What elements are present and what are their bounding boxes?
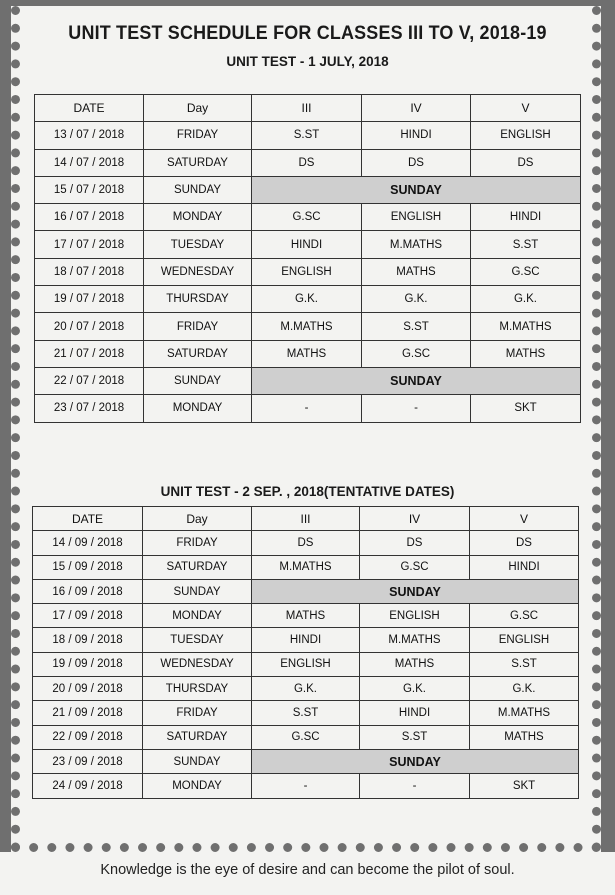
- date-cell: 15 / 07 / 2018: [35, 176, 144, 203]
- class-v-subject: G.K.: [470, 677, 579, 701]
- class-iii-subject: S.ST: [252, 701, 360, 725]
- table-row: [33, 701, 579, 725]
- day-cell: FRIDAY: [144, 313, 252, 340]
- unit-test-2-table: [32, 506, 579, 799]
- table-row: [35, 313, 581, 340]
- day-cell: MONDAY: [144, 204, 252, 231]
- class-iii-subject: MATHS: [252, 604, 360, 628]
- class-iv-subject: DS: [362, 149, 471, 176]
- class-iii-subject: M.MATHS: [252, 313, 362, 340]
- class-v-subject: SKT: [470, 774, 579, 798]
- class-v-subject: MATHS: [470, 725, 579, 749]
- table-row: [35, 122, 581, 149]
- table-row: [35, 395, 581, 422]
- table-row: [33, 677, 579, 701]
- table-row: [35, 204, 581, 231]
- class-iii-subject: G.SC: [252, 204, 362, 231]
- header-class-v: V: [470, 507, 579, 531]
- day-cell: SATURDAY: [143, 725, 252, 749]
- table-row: [33, 579, 579, 603]
- class-iii-subject: M.MATHS: [252, 555, 360, 579]
- date-cell: 20 / 09 / 2018: [33, 677, 143, 701]
- class-v-subject: HINDI: [470, 555, 579, 579]
- day-cell: SATURDAY: [144, 149, 252, 176]
- date-cell: 21 / 07 / 2018: [35, 340, 144, 367]
- class-iii-subject: G.SC: [252, 725, 360, 749]
- date-cell: 16 / 07 / 2018: [35, 204, 144, 231]
- day-cell: SUNDAY: [144, 367, 252, 394]
- day-cell: TUESDAY: [143, 628, 252, 652]
- class-iv-subject: G.K.: [360, 677, 470, 701]
- header-day: Day: [144, 95, 252, 122]
- class-iv-subject: S.ST: [362, 313, 471, 340]
- table-row: [35, 176, 581, 203]
- class-v-subject: G.SC: [470, 604, 579, 628]
- class-iv-subject: HINDI: [362, 122, 471, 149]
- class-iv-subject: M.MATHS: [360, 628, 470, 652]
- day-cell: MONDAY: [144, 395, 252, 422]
- day-cell: TUESDAY: [144, 231, 252, 258]
- day-cell: MONDAY: [143, 774, 252, 798]
- class-iv-subject: HINDI: [360, 701, 470, 725]
- class-iv-subject: MATHS: [362, 258, 471, 285]
- day-cell: FRIDAY: [143, 531, 252, 555]
- table-row: [33, 604, 579, 628]
- table-row: [33, 749, 579, 773]
- class-v-subject: SKT: [471, 395, 581, 422]
- header-date: DATE: [35, 95, 144, 122]
- table-header-row: [35, 95, 581, 122]
- class-iv-subject: -: [362, 395, 471, 422]
- day-cell: SUNDAY: [144, 176, 252, 203]
- class-v-subject: MATHS: [471, 340, 581, 367]
- date-cell: 19 / 09 / 2018: [33, 652, 143, 676]
- table-row: [33, 628, 579, 652]
- date-cell: 20 / 07 / 2018: [35, 313, 144, 340]
- class-v-subject: ENGLISH: [471, 122, 581, 149]
- day-cell: THURSDAY: [143, 677, 252, 701]
- day-cell: SUNDAY: [143, 579, 252, 603]
- holiday-cell: SUNDAY: [252, 579, 579, 603]
- class-v-subject: M.MATHS: [471, 313, 581, 340]
- date-cell: 21 / 09 / 2018: [33, 701, 143, 725]
- header-class-iii: III: [252, 507, 360, 531]
- class-iii-subject: HINDI: [252, 628, 360, 652]
- date-cell: 19 / 07 / 2018: [35, 286, 144, 313]
- class-iv-subject: G.SC: [360, 555, 470, 579]
- header-class-v: V: [471, 95, 581, 122]
- class-iv-subject: G.K.: [362, 286, 471, 313]
- date-cell: 23 / 07 / 2018: [35, 395, 144, 422]
- date-cell: 17 / 09 / 2018: [33, 604, 143, 628]
- class-iv-subject: S.ST: [360, 725, 470, 749]
- date-cell: 14 / 09 / 2018: [33, 531, 143, 555]
- day-cell: WEDNESDAY: [143, 652, 252, 676]
- table-row: [35, 286, 581, 313]
- date-cell: 24 / 09 / 2018: [33, 774, 143, 798]
- class-iii-subject: ENGLISH: [252, 258, 362, 285]
- date-cell: 17 / 07 / 2018: [35, 231, 144, 258]
- header-class-iv: IV: [362, 95, 471, 122]
- table-header-row: [33, 507, 579, 531]
- table-row: [35, 231, 581, 258]
- header-class-iv: IV: [360, 507, 470, 531]
- class-iii-subject: G.K.: [252, 286, 362, 313]
- date-cell: 13 / 07 / 2018: [35, 122, 144, 149]
- class-iii-subject: -: [252, 774, 360, 798]
- class-iii-subject: G.K.: [252, 677, 360, 701]
- day-cell: THURSDAY: [144, 286, 252, 313]
- date-cell: 18 / 09 / 2018: [33, 628, 143, 652]
- holiday-cell: SUNDAY: [252, 176, 581, 203]
- unit-test-2-heading: UNIT TEST - 2 SEP. , 2018(TENTATIVE DATES): [160, 484, 455, 499]
- class-iii-subject: S.ST: [252, 122, 362, 149]
- table-row: [33, 555, 579, 579]
- day-cell: SATURDAY: [144, 340, 252, 367]
- table-row: [35, 340, 581, 367]
- table-row: [33, 725, 579, 749]
- class-v-subject: DS: [471, 149, 581, 176]
- table-row: [35, 367, 581, 394]
- table-row: [35, 149, 581, 176]
- class-v-subject: M.MATHS: [470, 701, 579, 725]
- holiday-cell: SUNDAY: [252, 749, 579, 773]
- class-iii-subject: DS: [252, 149, 362, 176]
- day-cell: FRIDAY: [143, 701, 252, 725]
- date-cell: 16 / 09 / 2018: [33, 579, 143, 603]
- class-iii-subject: DS: [252, 531, 360, 555]
- day-cell: WEDNESDAY: [144, 258, 252, 285]
- class-iii-subject: ENGLISH: [252, 652, 360, 676]
- class-v-subject: S.ST: [471, 231, 581, 258]
- header-date: DATE: [33, 507, 143, 531]
- class-iv-subject: ENGLISH: [362, 204, 471, 231]
- unit-test-1-table: [34, 94, 581, 423]
- class-v-subject: ENGLISH: [470, 628, 579, 652]
- class-iv-subject: MATHS: [360, 652, 470, 676]
- page-title: UNIT TEST SCHEDULE FOR CLASSES III TO V, 2018-19: [68, 22, 547, 44]
- holiday-cell: SUNDAY: [252, 367, 581, 394]
- class-iv-subject: ENGLISH: [360, 604, 470, 628]
- table-row: [33, 531, 579, 555]
- class-v-subject: G.K.: [471, 286, 581, 313]
- date-cell: 14 / 07 / 2018: [35, 149, 144, 176]
- footer-quote: Knowledge is the eye of desire and can become the pilot of soul.: [100, 862, 515, 878]
- day-cell: MONDAY: [143, 604, 252, 628]
- class-iv-subject: M.MATHS: [362, 231, 471, 258]
- header-class-iii: III: [252, 95, 362, 122]
- date-cell: 18 / 07 / 2018: [35, 258, 144, 285]
- table-row: [35, 258, 581, 285]
- class-v-subject: S.ST: [470, 652, 579, 676]
- class-v-subject: HINDI: [471, 204, 581, 231]
- class-iv-subject: -: [360, 774, 470, 798]
- table-row: [33, 652, 579, 676]
- date-cell: 15 / 09 / 2018: [33, 555, 143, 579]
- day-cell: SATURDAY: [143, 555, 252, 579]
- header-day: Day: [143, 507, 252, 531]
- day-cell: FRIDAY: [144, 122, 252, 149]
- class-iv-subject: G.SC: [362, 340, 471, 367]
- day-cell: SUNDAY: [143, 749, 252, 773]
- table-row: [33, 774, 579, 798]
- date-cell: 22 / 07 / 2018: [35, 367, 144, 394]
- class-iv-subject: DS: [360, 531, 470, 555]
- class-iii-subject: MATHS: [252, 340, 362, 367]
- class-iii-subject: -: [252, 395, 362, 422]
- class-iii-subject: HINDI: [252, 231, 362, 258]
- unit-test-1-heading: UNIT TEST - 1 JULY, 2018: [226, 54, 389, 69]
- class-v-subject: G.SC: [471, 258, 581, 285]
- date-cell: 22 / 09 / 2018: [33, 725, 143, 749]
- date-cell: 23 / 09 / 2018: [33, 749, 143, 773]
- class-v-subject: DS: [470, 531, 579, 555]
